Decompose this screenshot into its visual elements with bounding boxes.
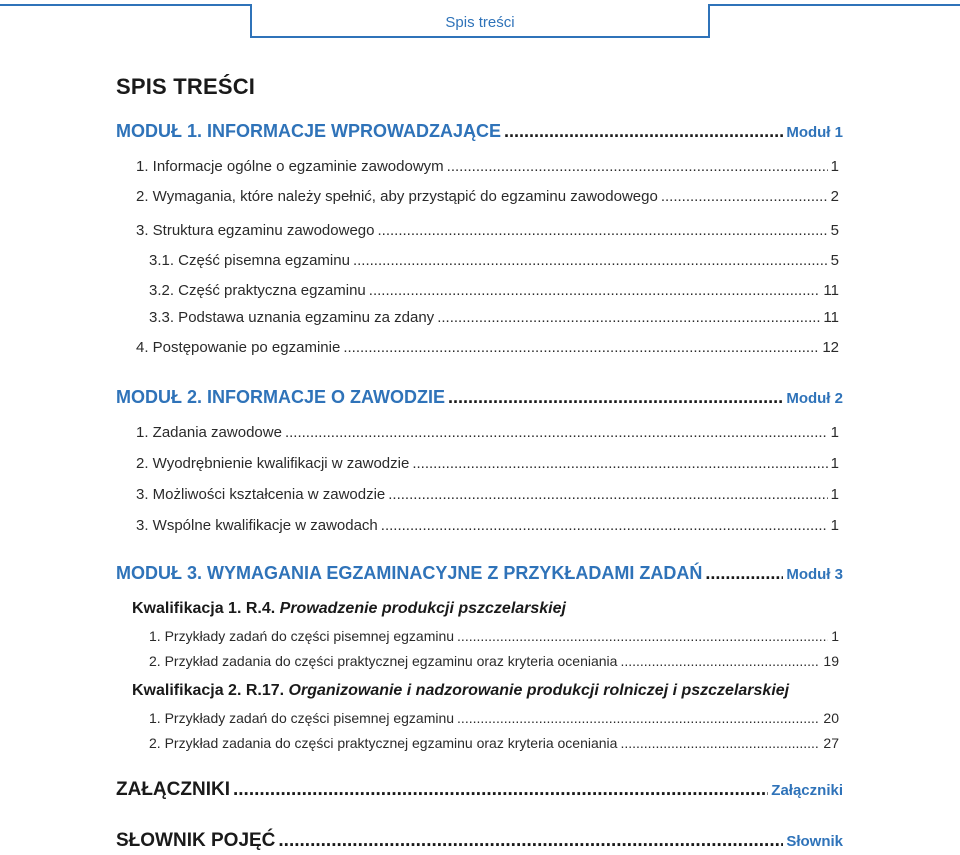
toc-item[interactable] — [136, 486, 839, 503]
toc-leader — [448, 387, 783, 408]
toc-leader — [377, 222, 827, 239]
toc-leader — [343, 339, 819, 356]
toc-leader — [457, 710, 820, 726]
toc-leader — [388, 486, 827, 503]
toc-leader — [381, 517, 828, 534]
toc-item-label: 2. Wyodrębnienie kwalifikacji w zawodzie — [136, 455, 410, 472]
toc-item[interactable] — [136, 424, 839, 441]
toc-module-label: MODUŁ 2. INFORMACJE O ZAWODZIE — [116, 387, 446, 407]
toc-attachments-page: Załączniki — [771, 782, 843, 799]
qualification-prefix: Kwalifikacja 2. R.17. — [132, 682, 285, 699]
toc-module-page: Moduł 2 — [786, 390, 843, 407]
toc-item-page: 1 — [830, 158, 839, 175]
toc-item[interactable] — [149, 735, 839, 751]
toc-item-label: 3.2. Część praktyczna egzaminu — [149, 282, 366, 299]
toc-module-page: Moduł 1 — [786, 124, 843, 141]
toc-item-page: 1 — [830, 455, 839, 472]
toc-attachments[interactable] — [116, 779, 843, 801]
qualification-2-heading — [132, 682, 789, 700]
toc-leader — [353, 252, 828, 269]
toc-module-label: MODUŁ 1. INFORMACJE WPROWADZAJĄCE — [116, 121, 502, 141]
toc-item[interactable] — [149, 309, 839, 326]
qualification-prefix: Kwalifikacja 1. R.4. — [132, 600, 276, 617]
toc-item-label: 4. Postępowanie po egzaminie — [136, 339, 341, 356]
toc-item-page: 12 — [822, 339, 839, 356]
toc-item-page: 2 — [830, 188, 839, 205]
toc-leader — [285, 424, 828, 441]
toc-item-label: 2. Wymagania, które należy spełnić, aby przystąpić do egzaminu zawodowego — [136, 188, 658, 205]
toc-leader — [504, 121, 783, 142]
toc-module-2[interactable] — [116, 387, 843, 408]
toc-leader — [705, 563, 783, 584]
toc-item-page: 1 — [830, 517, 839, 534]
toc-item-page: 1 — [830, 424, 839, 441]
toc-leader — [457, 628, 828, 644]
toc-item-page: 19 — [823, 653, 839, 669]
toc-item-label: 1. Przykłady zadań do części pisemnej egzaminu — [149, 710, 455, 726]
toc-item-label: 1. Przykłady zadań do części pisemnej egzaminu — [149, 628, 455, 644]
toc-item-label: 3.3. Podstawa uznania egzaminu za zdany — [149, 309, 435, 326]
toc-leader — [369, 282, 821, 299]
toc-item[interactable] — [136, 517, 839, 534]
toc-leader — [447, 158, 828, 175]
toc-item-label: 2. Przykład zadania do części praktycznej egzaminu oraz kryteria oceniania — [149, 653, 618, 669]
header-rule-right — [710, 4, 960, 6]
toc-item-label: 3. Wspólne kwalifikacje w zawodach — [136, 517, 378, 534]
qualification-name: Organizowanie i nadzorowanie produkcji rolniczej i pszczelarskiej — [288, 682, 790, 699]
toc-item-page: 11 — [823, 282, 839, 299]
toc-leader — [233, 779, 768, 801]
toc-leader — [620, 735, 820, 751]
toc-module-page: Moduł 3 — [786, 566, 843, 583]
header-rule-left — [0, 4, 250, 6]
toc-item-label: 1. Informacje ogólne o egzaminie zawodowym — [136, 158, 444, 175]
toc-item[interactable] — [136, 158, 839, 175]
toc-item-label: 3. Możliwości kształcenia w zawodzie — [136, 486, 386, 503]
toc-item-label: 3.1. Część pisemna egzaminu — [149, 252, 350, 269]
toc-leader — [278, 830, 783, 852]
toc-item[interactable] — [149, 710, 839, 726]
qualification-name: Prowadzenie produkcji pszczelarskiej — [279, 600, 566, 617]
toc-item[interactable] — [149, 653, 839, 669]
qualification-1-heading — [132, 600, 566, 618]
toc-item-page: 1 — [830, 486, 839, 503]
toc-item[interactable] — [149, 252, 839, 269]
toc-item-page: 27 — [823, 735, 839, 751]
toc-item-page: 5 — [830, 252, 839, 269]
toc-item-page: 1 — [831, 628, 839, 644]
toc-item-label: 1. Zadania zawodowe — [136, 424, 282, 441]
toc-item[interactable] — [136, 339, 839, 356]
header-title: Spis treści — [445, 14, 515, 31]
toc-module-1[interactable] — [116, 121, 843, 142]
toc-leader — [661, 188, 828, 205]
toc-item-label: 3. Struktura egzaminu zawodowego — [136, 222, 375, 239]
toc-item-page: 5 — [830, 222, 839, 239]
toc-item[interactable] — [136, 188, 839, 205]
toc-module-label: MODUŁ 3. WYMAGANIA EGZAMINACYJNE Z PRZYKŁADAMI ZADAŃ — [116, 563, 703, 583]
toc-item[interactable] — [136, 222, 839, 239]
toc-leader — [412, 455, 827, 472]
toc-leader — [437, 309, 820, 326]
toc-item[interactable] — [149, 628, 839, 644]
toc-attachments-label: ZAŁĄCZNIKI — [116, 779, 230, 800]
document-title: SPIS TREŚCI — [116, 74, 256, 99]
toc-module-3[interactable] — [116, 563, 843, 584]
page-header — [250, 4, 710, 38]
toc-leader — [620, 653, 820, 669]
toc-item-page: 20 — [823, 710, 839, 726]
toc-item[interactable] — [136, 455, 839, 472]
toc-glossary[interactable] — [116, 830, 843, 852]
toc-item[interactable] — [149, 282, 839, 299]
toc-glossary-label: SŁOWNIK POJĘĆ — [116, 830, 276, 851]
toc-item-label: 2. Przykład zadania do części praktycznej egzaminu oraz kryteria oceniania — [149, 735, 618, 751]
toc-glossary-page: Słownik — [786, 833, 843, 850]
toc-item-page: 11 — [823, 309, 839, 326]
